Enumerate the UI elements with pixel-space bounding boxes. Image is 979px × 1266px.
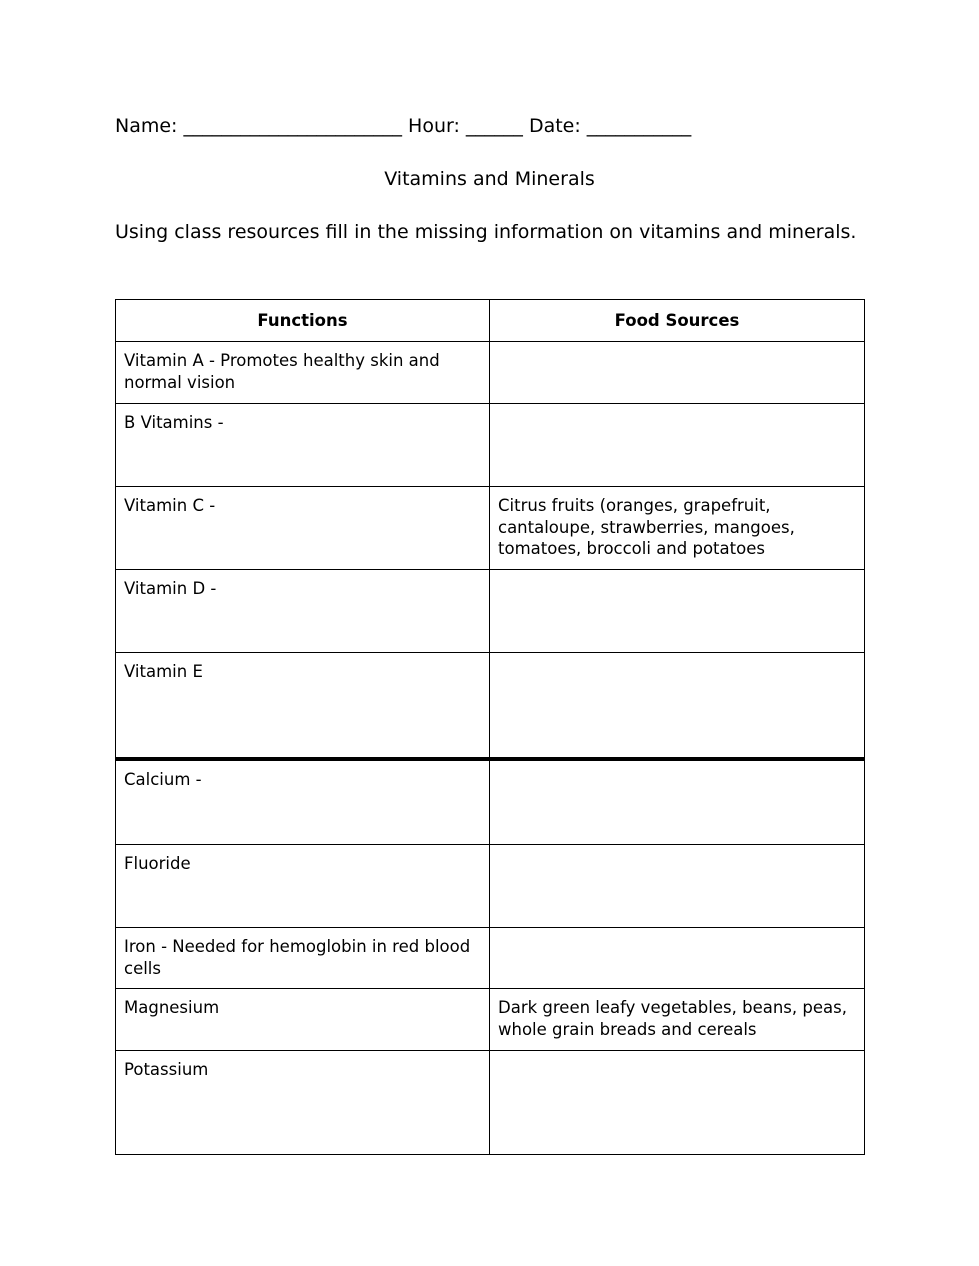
function-cell: Vitamin A - Promotes healthy skin and normal vision <box>116 342 490 404</box>
table-row-fluoride <box>116 845 865 928</box>
column-header-functions: Functions <box>116 300 490 342</box>
function-cell: Vitamin D - <box>116 570 490 653</box>
food-sources-cell[interactable] <box>490 404 865 487</box>
food-sources-cell[interactable] <box>490 570 865 653</box>
food-sources-cell[interactable] <box>490 845 865 928</box>
food-sources-cell[interactable] <box>490 653 865 759</box>
function-cell: B Vitamins - <box>116 404 490 487</box>
food-sources-cell[interactable] <box>490 928 865 989</box>
table-row-calcium <box>116 759 865 845</box>
food-sources-cell[interactable]: Dark green leafy vegetables, beans, peas, whole grain breads and cereals <box>490 989 865 1051</box>
column-header-food-sources: Food Sources <box>490 300 865 342</box>
food-sources-cell[interactable] <box>490 1051 865 1155</box>
function-cell: Vitamin E <box>116 653 490 759</box>
table-row-magnesium <box>116 989 865 1051</box>
name-hour-date-line: Name: _______________________ Hour: ______ Date: ___________ <box>115 115 692 137</box>
function-cell: Iron - Needed for hemoglobin in red blood cells <box>116 928 490 989</box>
function-cell: Calcium - <box>116 759 490 845</box>
food-sources-cell[interactable]: Citrus fruits (oranges, grapefruit, cantaloupe, strawberries, mangoes, tomatoes, broccoli and potatoes <box>490 487 865 570</box>
table-header-row <box>116 300 865 342</box>
table-row-vitamin-d <box>116 570 865 653</box>
instructions-text: Using class resources fill in the missing information on vitamins and minerals. <box>115 221 857 243</box>
food-sources-cell[interactable] <box>490 342 865 404</box>
function-cell: Magnesium <box>116 989 490 1051</box>
table-row-vitamin-a <box>116 342 865 404</box>
table-row-potassium <box>116 1051 865 1155</box>
page-title: Vitamins and Minerals <box>384 168 595 190</box>
function-cell: Vitamin C - <box>116 487 490 570</box>
table-row-vitamin-c <box>116 487 865 570</box>
function-cell: Potassium <box>116 1051 490 1155</box>
table-row-b-vitamins <box>116 404 865 487</box>
function-cell: Fluoride <box>116 845 490 928</box>
vitamins-minerals-table <box>115 299 865 1155</box>
table-row-vitamin-e <box>116 653 865 759</box>
table-row-iron <box>116 928 865 989</box>
food-sources-cell[interactable] <box>490 759 865 845</box>
